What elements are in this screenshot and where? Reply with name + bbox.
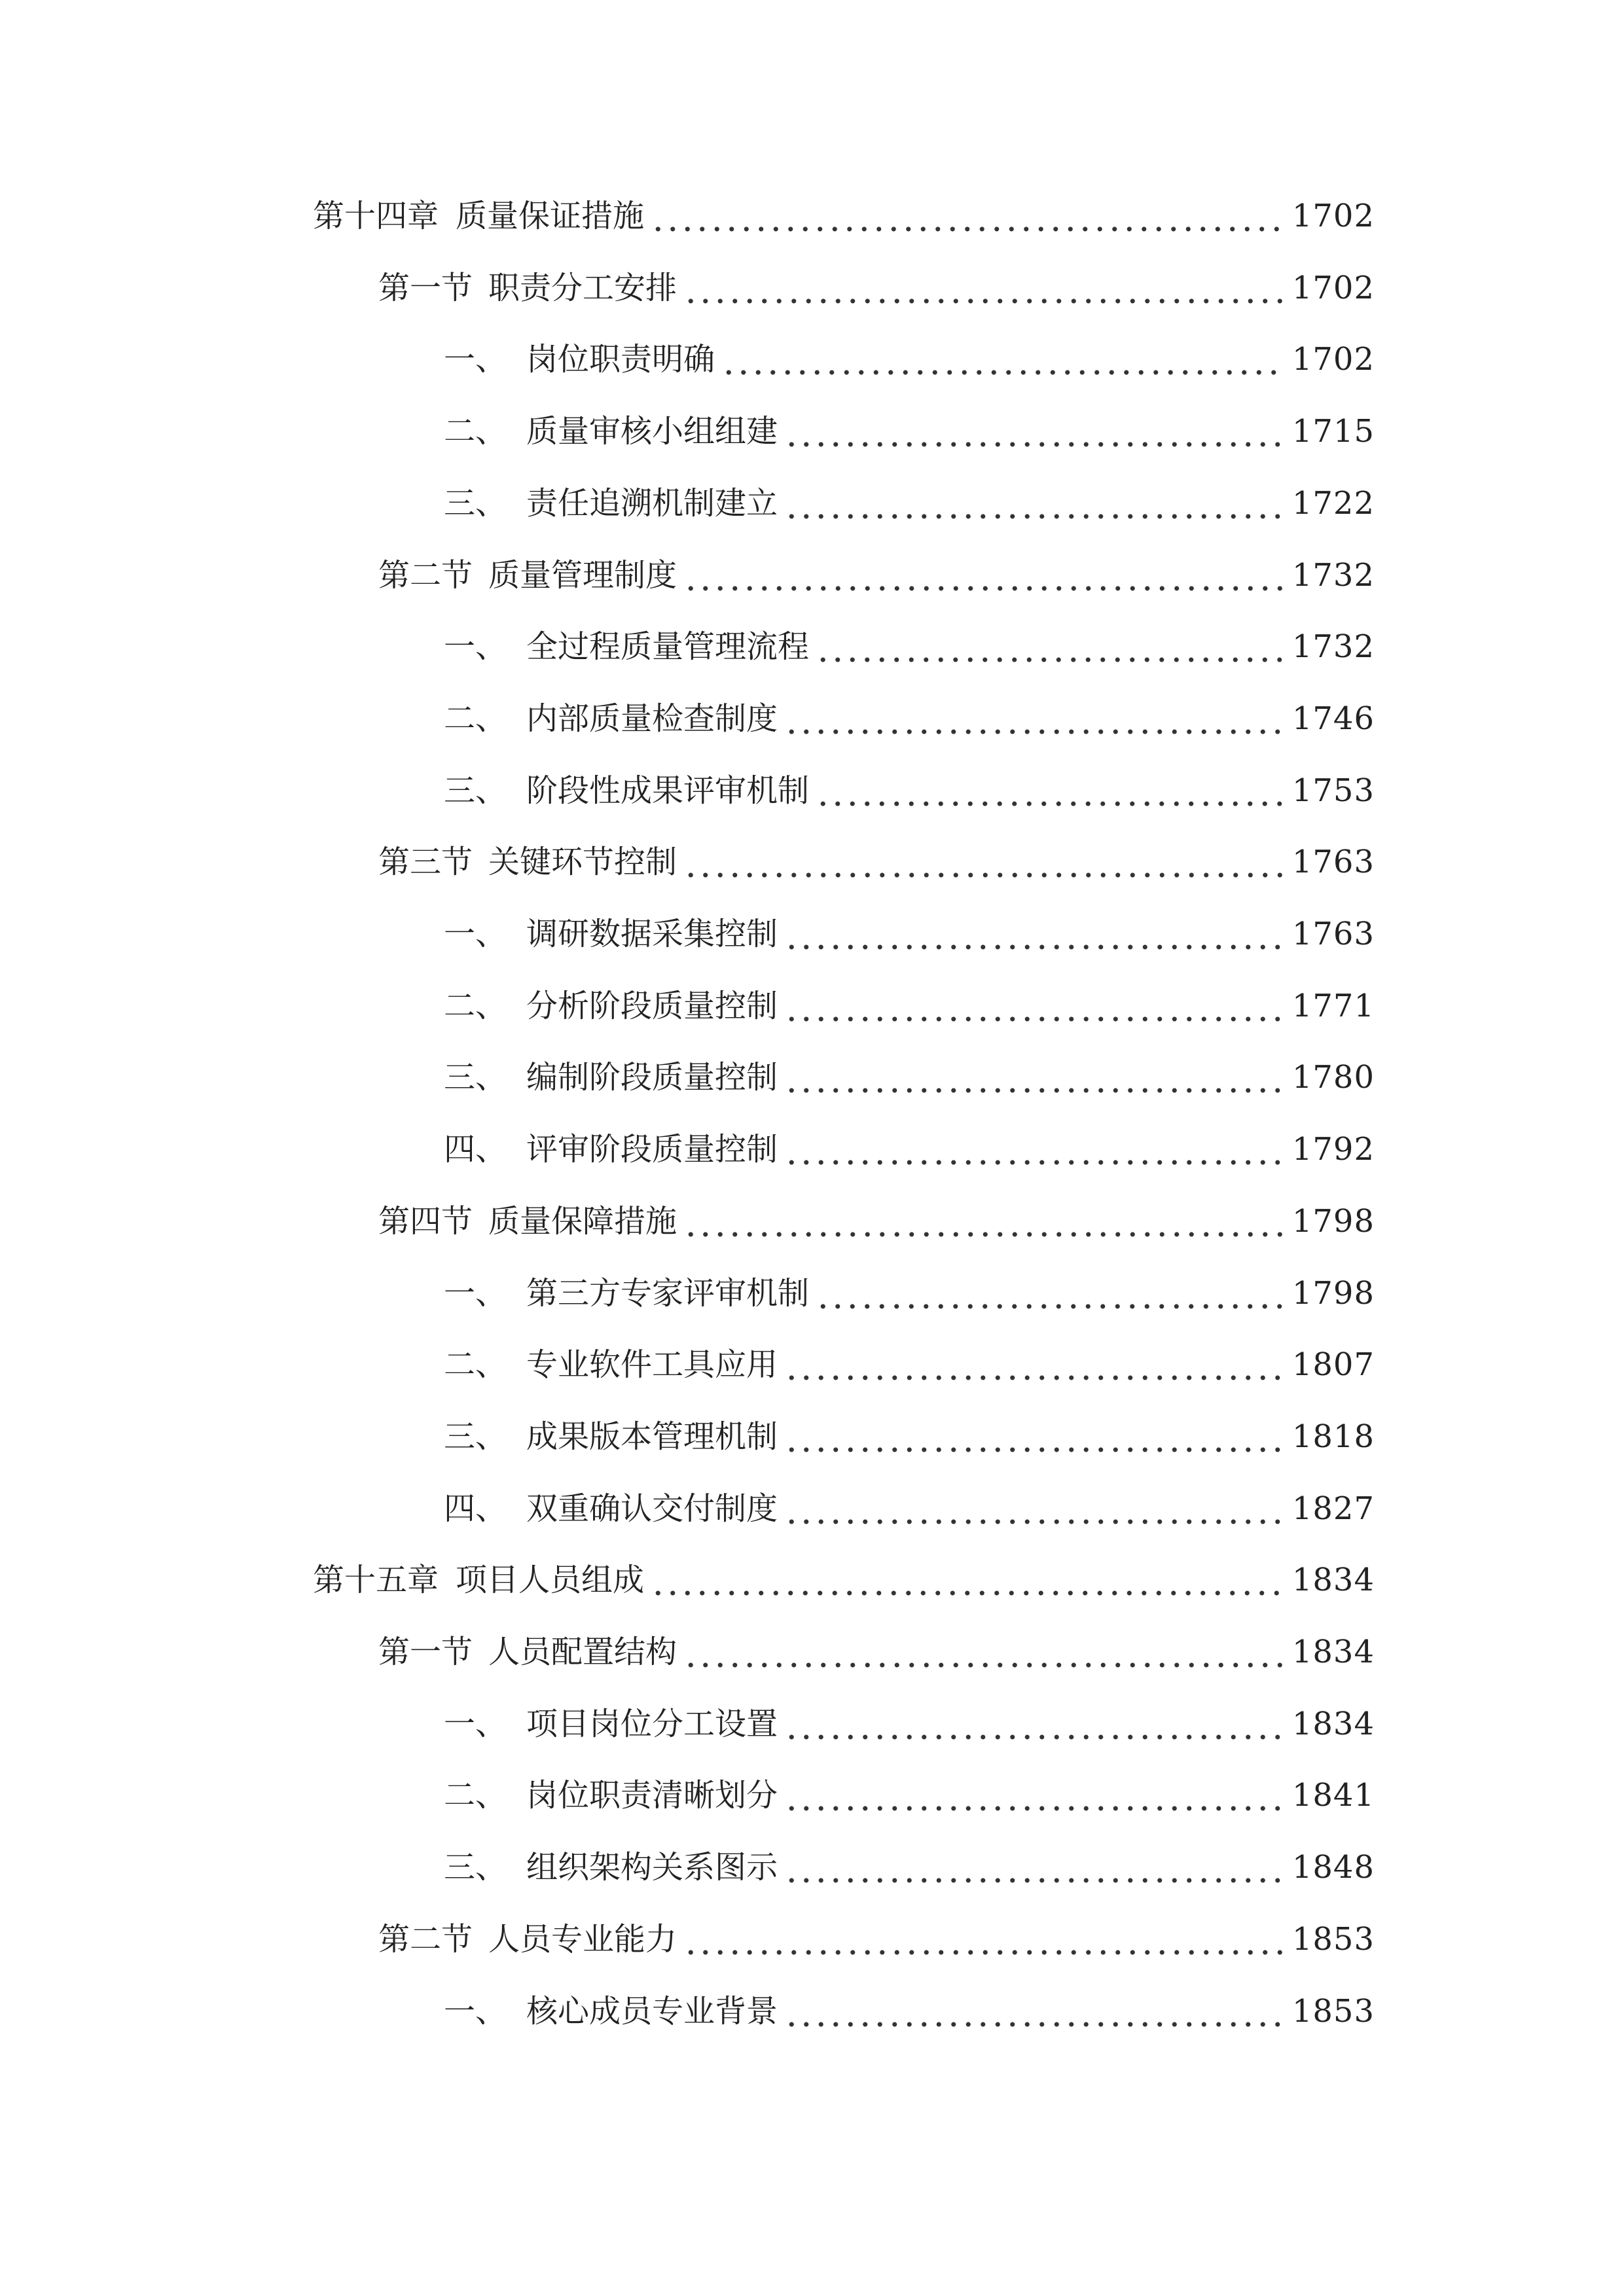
toc-entry-title: 人员配置结构 <box>488 1634 677 1670</box>
toc-entry-title: 阶段性成果评审机制 <box>526 772 810 809</box>
toc-entry-page-number: 1771 <box>1291 988 1375 1024</box>
toc-entry[interactable] <box>444 395 1375 467</box>
dot-leader <box>784 1831 1284 1903</box>
dot-leader <box>683 252 1284 324</box>
dot-leader <box>784 898 1284 970</box>
toc-entry-number: 一、 <box>444 628 507 665</box>
dot-leader <box>683 1185 1284 1257</box>
toc-entry-page-number: 1798 <box>1291 1203 1375 1240</box>
toc-entry-page-number: 1853 <box>1291 1921 1375 1958</box>
toc-entry[interactable] <box>378 539 1375 611</box>
toc-entry-page-number: 1702 <box>1291 341 1375 378</box>
toc-entry-number: 三、 <box>444 1059 507 1096</box>
toc-entry-page-number: 1715 <box>1291 413 1375 450</box>
toc-entry-number: 第四节 <box>378 1203 473 1240</box>
toc-entry-title: 职责分工安排 <box>488 270 677 306</box>
toc-entry-title: 项目人员组成 <box>456 1562 645 1598</box>
toc-entry-page-number: 1702 <box>1291 198 1375 234</box>
dot-leader <box>784 683 1284 755</box>
toc-entry-title: 专业软件工具应用 <box>526 1346 778 1383</box>
dot-leader <box>816 755 1284 827</box>
toc-entry-page-number: 1780 <box>1291 1059 1375 1096</box>
toc-entry-page-number: 1807 <box>1291 1346 1375 1383</box>
toc-entry-number: 第十五章 <box>313 1562 439 1598</box>
dot-leader <box>784 1401 1284 1473</box>
toc-entry[interactable] <box>444 1975 1375 2047</box>
toc-entry-page-number: 1722 <box>1291 485 1375 522</box>
toc-entry-number: 二、 <box>444 1777 507 1814</box>
toc-entry-title: 核心成员专业背景 <box>526 1993 778 2030</box>
toc-entry-number: 四、 <box>444 1131 507 1168</box>
toc-entry-title: 双重确认交付制度 <box>526 1490 778 1527</box>
toc-entry-page-number: 1732 <box>1291 557 1375 594</box>
toc-entry-title: 质量审核小组组建 <box>526 413 778 450</box>
toc-entry-page-number: 1848 <box>1291 1849 1375 1886</box>
toc-entry-page-number: 1753 <box>1291 772 1375 809</box>
toc-entry-number: 一、 <box>444 1275 507 1312</box>
toc-entry-number: 三、 <box>444 1849 507 1886</box>
toc-entry-number: 一、 <box>444 1993 507 2030</box>
dot-leader <box>651 180 1284 252</box>
dot-leader <box>683 539 1284 611</box>
toc-entry-page-number: 1818 <box>1291 1418 1375 1455</box>
toc-entry-title: 岗位职责清晰划分 <box>526 1777 778 1814</box>
toc-entry-title: 项目岗位分工设置 <box>526 1706 778 1742</box>
toc-entry-title: 岗位职责明确 <box>526 341 715 378</box>
toc-entry-page-number: 1763 <box>1291 844 1375 880</box>
toc-entry[interactable] <box>444 970 1375 1042</box>
dot-leader <box>683 826 1284 898</box>
toc-entry[interactable] <box>444 611 1375 683</box>
toc-entry[interactable] <box>444 1257 1375 1329</box>
toc-entry[interactable] <box>444 755 1375 827</box>
toc-entry-title: 成果版本管理机制 <box>526 1418 778 1455</box>
toc-entry[interactable] <box>378 826 1375 898</box>
toc-entry[interactable] <box>444 1329 1375 1401</box>
toc-entry-number: 第一节 <box>378 270 473 306</box>
toc-entry-title: 编制阶段质量控制 <box>526 1059 778 1096</box>
toc-entry[interactable] <box>444 467 1375 539</box>
toc-entry-number: 二、 <box>444 1346 507 1383</box>
toc-entry-page-number: 1834 <box>1291 1634 1375 1670</box>
toc-entry[interactable] <box>444 898 1375 970</box>
dot-leader <box>683 1903 1284 1975</box>
dot-leader <box>784 1688 1284 1760</box>
dot-leader <box>784 1329 1284 1401</box>
toc-entry-title: 评审阶段质量控制 <box>526 1131 778 1168</box>
toc-entry-page-number: 1834 <box>1291 1706 1375 1742</box>
toc-entry[interactable] <box>444 323 1375 395</box>
toc-entry[interactable] <box>444 1401 1375 1473</box>
toc-entry-page-number: 1746 <box>1291 700 1375 737</box>
toc-entry-page-number: 1763 <box>1291 916 1375 952</box>
toc-entry[interactable] <box>313 180 1375 252</box>
toc-entry[interactable] <box>378 1903 1375 1975</box>
toc-entry[interactable] <box>444 1113 1375 1185</box>
toc-entry-number: 第二节 <box>378 557 473 594</box>
dot-leader <box>784 970 1284 1042</box>
toc-entry-page-number: 1827 <box>1291 1490 1375 1527</box>
toc-entry-title: 第三方专家评审机制 <box>526 1275 810 1312</box>
toc-entry-title: 全过程质量管理流程 <box>526 628 810 665</box>
toc-entry-number: 三、 <box>444 772 507 809</box>
toc-entry-title: 人员专业能力 <box>488 1921 677 1958</box>
toc-entry[interactable] <box>444 1688 1375 1760</box>
dot-leader <box>784 467 1284 539</box>
toc-entry-title: 责任追溯机制建立 <box>526 485 778 522</box>
toc-entry-number: 三、 <box>444 485 507 522</box>
toc-entry[interactable] <box>378 1185 1375 1257</box>
toc-entry-number: 第二节 <box>378 1921 473 1958</box>
toc-entry-number: 二、 <box>444 413 507 450</box>
toc-entry[interactable] <box>444 1041 1375 1113</box>
dot-leader <box>784 1473 1284 1545</box>
toc-entry-page-number: 1853 <box>1291 1993 1375 2030</box>
toc-entry[interactable] <box>313 1544 1375 1616</box>
toc-entry-number: 四、 <box>444 1490 507 1527</box>
dot-leader <box>784 1113 1284 1185</box>
toc-entry-number: 三、 <box>444 1418 507 1455</box>
toc-entry-page-number: 1798 <box>1291 1275 1375 1312</box>
toc-entry[interactable] <box>444 1831 1375 1903</box>
toc-entry-page-number: 1732 <box>1291 628 1375 665</box>
dot-leader <box>816 1257 1284 1329</box>
toc-entry-title: 组织架构关系图示 <box>526 1849 778 1886</box>
toc-entry-title: 调研数据采集控制 <box>526 916 778 952</box>
toc-entry-number: 一、 <box>444 341 507 378</box>
toc-entry-page-number: 1702 <box>1291 270 1375 306</box>
toc-entry-page-number: 1792 <box>1291 1131 1375 1168</box>
toc-entry-number: 第一节 <box>378 1634 473 1670</box>
toc-entry-title: 质量管理制度 <box>488 557 677 594</box>
toc-entry[interactable] <box>444 683 1375 755</box>
toc-entry[interactable] <box>378 1616 1375 1688</box>
toc-entry-page-number: 1841 <box>1291 1777 1375 1814</box>
toc-entry-title: 内部质量检查制度 <box>526 700 778 737</box>
dot-leader <box>816 611 1284 683</box>
toc-entry-number: 第三节 <box>378 844 473 880</box>
toc-entry-title: 关键环节控制 <box>488 844 677 880</box>
dot-leader <box>651 1544 1284 1616</box>
toc-entry-number: 一、 <box>444 916 507 952</box>
toc-entry[interactable] <box>444 1759 1375 1831</box>
dot-leader <box>784 1975 1284 2047</box>
toc-entry-title: 质量保证措施 <box>456 198 645 234</box>
dot-leader <box>784 395 1284 467</box>
toc-entry-number: 第十四章 <box>313 198 439 234</box>
toc-entry[interactable] <box>378 252 1375 324</box>
toc-entry-number: 二、 <box>444 988 507 1024</box>
toc-entry-page-number: 1834 <box>1291 1562 1375 1598</box>
dot-leader <box>784 1041 1284 1113</box>
toc-entry[interactable] <box>444 1473 1375 1545</box>
dot-leader <box>683 1616 1284 1688</box>
toc-entry-number: 一、 <box>444 1706 507 1742</box>
toc-entry-number: 二、 <box>444 700 507 737</box>
toc-entry-title: 分析阶段质量控制 <box>526 988 778 1024</box>
toc-entry-title: 质量保障措施 <box>488 1203 677 1240</box>
dot-leader <box>721 323 1284 395</box>
dot-leader <box>784 1759 1284 1831</box>
